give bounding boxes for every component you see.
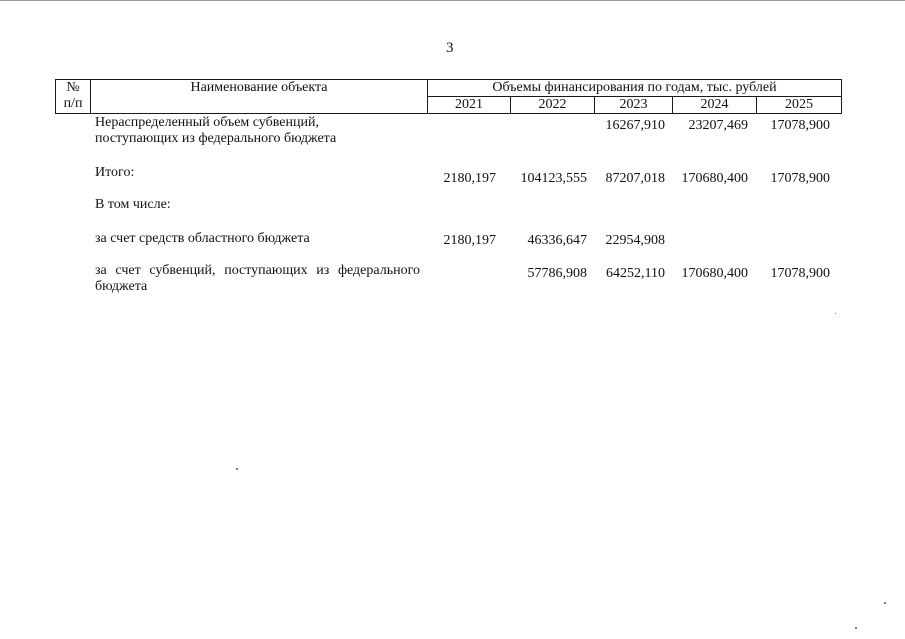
header-year-2023: 2023	[595, 97, 673, 114]
value-cell: 170680,400	[681, 171, 748, 186]
value-cell: 170680,400	[681, 266, 748, 281]
row-regional-budget-label	[95, 231, 310, 247]
value-cell: 57786,908	[527, 266, 587, 281]
value-cell: 17078,900	[770, 266, 830, 281]
header-number-abbr: п/п	[63, 96, 83, 111]
row-undistributed-label	[95, 115, 336, 147]
value-cell: 64252,110	[606, 266, 665, 281]
scan-speck	[884, 602, 886, 604]
value-cell: 46336,647	[527, 233, 587, 248]
value-cell: 17078,900	[770, 118, 830, 133]
table-header	[55, 79, 842, 114]
page-top-edge	[0, 0, 905, 1]
row-total-label	[95, 165, 134, 181]
header-number-cell	[56, 80, 91, 114]
header-year-2024: 2024	[673, 97, 757, 114]
row-federal-subventions-label	[95, 263, 420, 295]
header-year-2022: 2022	[511, 97, 595, 114]
header-number-sign: №	[66, 80, 80, 95]
label-line: за счет средств областного бюджета	[95, 231, 310, 246]
value-cell: 2180,197	[443, 171, 496, 186]
label-line: поступающих из федерального бюджета	[95, 131, 337, 146]
page-number: 3	[446, 40, 454, 56]
value-cell: 87207,018	[605, 171, 665, 186]
label-line: за счет субвенций, поступающих из федерального	[95, 263, 420, 278]
label-line: Нераспределенный объем субвенций,	[95, 115, 319, 130]
row-including-label	[95, 197, 171, 213]
value-cell: 17078,900	[770, 171, 830, 186]
scan-speck	[855, 627, 857, 629]
label-line: В том числе:	[95, 197, 171, 212]
label-line: Итого:	[95, 165, 135, 180]
header-year-2021: 2021	[428, 97, 511, 114]
header-funding-group: Объемы финансирования по годам, тыс. рублей	[428, 80, 842, 97]
scan-speck	[236, 468, 238, 470]
scan-speck	[835, 313, 836, 314]
value-cell: 23207,469	[688, 118, 748, 133]
label-line: бюджета	[95, 279, 148, 294]
header-year-2025: 2025	[757, 97, 842, 114]
value-cell: 2180,197	[443, 233, 496, 248]
value-cell: 104123,555	[520, 171, 587, 186]
value-cell: 22954,908	[605, 233, 665, 248]
value-cell: 16267,910	[605, 118, 665, 133]
header-object-name: Наименование объекта	[91, 80, 428, 114]
